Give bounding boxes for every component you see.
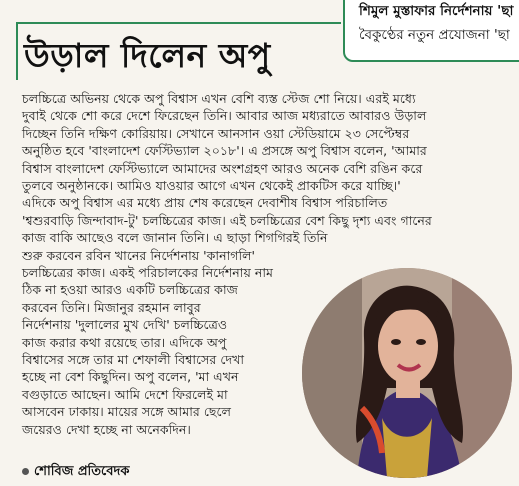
article-frame-top bbox=[16, 22, 341, 24]
body-line: চলচ্চিত্রে অভিনয় থেকে অপু বিশ্বাস এখন বেশি ব্যস্ত স্টেজ শো নিয়ে। এরই মধ্যে bbox=[22, 91, 416, 106]
body-line: চলচ্চিত্রের কাজ। একই পরিচালকের নির্দেশনায় নাম bbox=[22, 265, 274, 280]
bullet-icon bbox=[22, 468, 29, 475]
body-line: জয়েরও দেখা হচ্ছে না অনেকদিন। bbox=[22, 421, 191, 437]
body-line: নির্দেশনায় 'দুলালের মুখ দেখি' চলচ্চিত্রেও bbox=[22, 317, 228, 333]
body-line: হচ্ছে না বেশ কিছুদিন। অপু বলেন, 'মা এখন bbox=[22, 369, 239, 385]
article-byline bbox=[22, 462, 129, 483]
portrait-illustration bbox=[302, 268, 512, 478]
body-line: ঠিক না হওয়া আরও একটি চলচ্চিত্রের কাজ bbox=[22, 282, 238, 298]
related-article-line-2: বৈকুণ্ঠের নতুন প্রযোজনা 'ছা bbox=[359, 27, 510, 43]
body-line: বিশ্বাসের সঙ্গে তার মা শেফালী বিশ্বাসের দেখা bbox=[22, 352, 244, 367]
body-line: কাজ করার কথা রয়েছে তার। এদিকে অপু bbox=[22, 334, 227, 350]
article-frame-left bbox=[16, 22, 18, 80]
byline-text: শোবিজ প্রতিবেদক bbox=[34, 464, 130, 479]
body-line: তুলবে অনুষ্ঠানকে। আমিও যাওয়ার আগে এখন থেকেই প্রাকটিস করে যাচ্ছি।' bbox=[22, 178, 401, 193]
body-line: বিশ্বাস বাংলাদেশ ফেস্টিভ্যালে আমাদের অংশগ্রহণ আরও অনেক বেশি রঙিন করে bbox=[22, 160, 423, 176]
body-line: কাজ বাকি আছেও বলে জানান তিনি। এ ছাড়া শিগগিরই তিনি bbox=[22, 230, 328, 246]
body-line: 'শ্বশুরবাড়ি জিন্দাবাদ-টু' চলচ্চিত্রের কাজ। এই চলচ্চিত্রের বেশ কিছু দৃশ্য এবং গানের bbox=[22, 212, 432, 228]
body-line: আসবেন ঢাকায়। মায়ের সঙ্গে আমার ছেলে bbox=[22, 404, 232, 420]
article-headline: উড়াল দিলেন অপু bbox=[24, 36, 271, 75]
body-line: বগুড়াতে আছেন। আমি দেশে ফিরলেই মা bbox=[22, 386, 228, 402]
body-line: শুরু করবেন রবিন খানের নির্দেশনায় 'কানাগলি' bbox=[22, 247, 255, 263]
body-line: দিচ্ছেন তিনি দক্ষিণ কোরিয়ায়। সেখানে আনসান ওয়া স্টেডিয়ামে ২৩ সেপ্টেম্বর bbox=[22, 125, 410, 141]
body-line: করবেন তিনি। মিজানুর রহমান লাবুর bbox=[22, 299, 201, 315]
related-article-box bbox=[343, 0, 519, 62]
body-line: অনুষ্ঠিত হবে 'বাংলাদেশ ফেস্টিভ্যাল ২০১৮'। এ প্রসঙ্গে অপু বিশ্বাস বলেন, 'আমার bbox=[22, 143, 427, 159]
related-article-line-1: শিমুল মুস্তাফার নির্দেশনায় 'ছা bbox=[359, 3, 514, 19]
portrait-photo-icon bbox=[302, 268, 512, 478]
body-line: দুবাই থেকে শো করে দেশে ফিরেছেন তিনি। আবার আজ মধ্যরাতে আবারও উড়াল bbox=[22, 108, 427, 124]
body-line: এদিকে অপু বিশ্বাস এর মধ্যে প্রায় শেষ করেছেন দেবাশীষ বিশ্বাস পরিচালিত bbox=[22, 195, 388, 211]
